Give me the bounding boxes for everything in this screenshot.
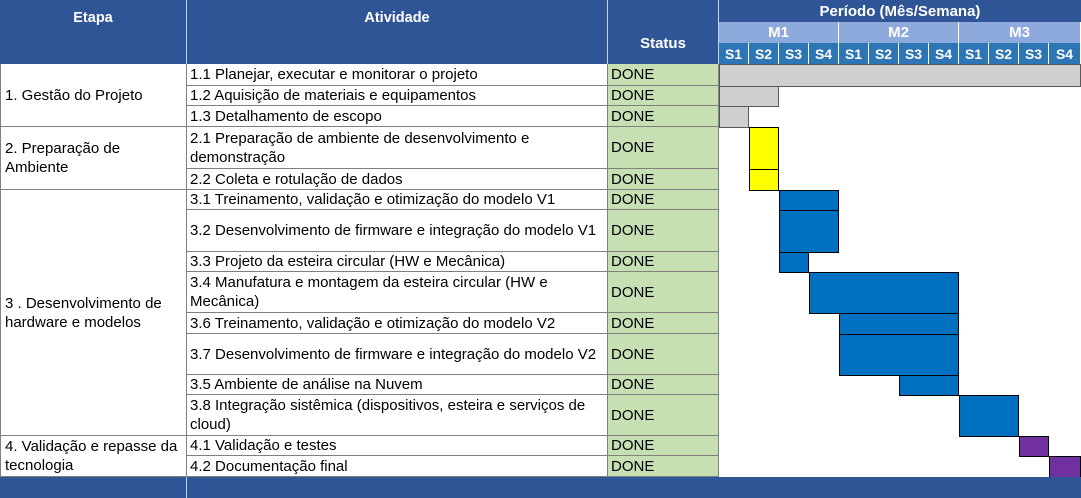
week-header: S1 — [719, 43, 749, 64]
gantt-bar — [779, 252, 809, 273]
activity-label: 4.2 Documentação final — [187, 456, 608, 477]
week-header: S3 — [899, 43, 929, 64]
status-cell: DONE — [608, 313, 719, 334]
gantt-bar — [749, 169, 779, 191]
month-header: M1 — [719, 22, 839, 43]
activity-label: 3.8 Integração sistêmica (dispositivos, esteira e serviços de cloud) — [187, 395, 608, 436]
gantt-bar — [959, 395, 1019, 437]
gantt-bar — [719, 106, 749, 128]
status-cell: DONE — [608, 86, 719, 106]
footer-divider — [186, 477, 187, 498]
gantt-bar — [749, 127, 779, 170]
gantt-bar — [899, 375, 959, 396]
gantt-bar — [1049, 456, 1081, 478]
week-header: S3 — [1019, 43, 1049, 64]
stage-label: 1. Gestão do Projeto — [0, 64, 187, 127]
status-cell: DONE — [608, 127, 719, 169]
status-cell: DONE — [608, 106, 719, 127]
gantt-bar — [839, 334, 959, 376]
header-atividade: Atividade — [187, 0, 608, 64]
stage-label: 2. Preparação de Ambiente — [0, 127, 187, 190]
status-cell: DONE — [608, 210, 719, 252]
stage-label: 3 . Desenvolvimento de hardware e modelos — [0, 190, 187, 436]
gantt-bar — [719, 86, 779, 107]
week-header: S2 — [869, 43, 899, 64]
activity-label: 2.1 Preparação de ambiente de desenvolvimento e demonstração — [187, 127, 608, 169]
activity-label: 3.4 Manufatura e montagem da esteira circular (HW e Mecânica) — [187, 272, 608, 313]
activity-label: 3.1 Treinamento, validação e otimização do modelo V1 — [187, 190, 608, 210]
week-header: S2 — [989, 43, 1019, 64]
status-cell: DONE — [608, 375, 719, 395]
gantt-bar — [839, 313, 959, 335]
gantt-bar — [1019, 436, 1049, 457]
week-header: S4 — [809, 43, 839, 64]
activity-label: 1.1 Planejar, executar e monitorar o projeto — [187, 64, 608, 86]
week-header: S4 — [929, 43, 959, 64]
gantt-bar — [779, 210, 839, 253]
week-header: S1 — [839, 43, 869, 64]
status-cell: DONE — [608, 456, 719, 477]
status-cell: DONE — [608, 334, 719, 375]
stage-label: 4. Validação e repasse da tecnologia — [0, 436, 187, 477]
month-header: M2 — [839, 22, 959, 43]
timeline-area — [719, 64, 1081, 477]
activity-label: 3.7 Desenvolvimento de firmware e integração do modelo V2 — [187, 334, 608, 375]
header-periodo: Período (Mês/Semana) — [719, 0, 1081, 22]
activity-label: 3.3 Projeto da esteira circular (HW e Mecânica) — [187, 252, 608, 272]
gantt-bar — [779, 190, 839, 211]
activity-label: 1.2 Aquisição de materiais e equipamentos — [187, 86, 608, 106]
activity-label: 4.1 Validação e testes — [187, 436, 608, 456]
header-status: Status — [608, 0, 719, 64]
status-cell: DONE — [608, 436, 719, 456]
status-cell: DONE — [608, 395, 719, 436]
week-header: S4 — [1049, 43, 1081, 64]
status-cell: DONE — [608, 169, 719, 190]
activity-label: 1.3 Detalhamento de escopo — [187, 106, 608, 127]
footer-band — [0, 477, 1081, 498]
week-header: S3 — [779, 43, 809, 64]
week-header: S2 — [749, 43, 779, 64]
activity-label: 2.2 Coleta e rotulação de dados — [187, 169, 608, 190]
gantt-bar — [809, 272, 959, 314]
activity-label: 3.2 Desenvolvimento de firmware e integração do modelo V1 — [187, 210, 608, 252]
month-header: M3 — [959, 22, 1081, 43]
header-etapa: Etapa — [0, 0, 187, 64]
status-cell: DONE — [608, 190, 719, 210]
status-cell: DONE — [608, 272, 719, 313]
status-cell: DONE — [608, 64, 719, 86]
week-header: S1 — [959, 43, 989, 64]
gantt-bar — [719, 64, 1081, 87]
activity-label: 3.5 Ambiente de análise na Nuvem — [187, 375, 608, 395]
status-cell: DONE — [608, 252, 719, 272]
activity-label: 3.6 Treinamento, validação e otimização do modelo V2 — [187, 313, 608, 334]
